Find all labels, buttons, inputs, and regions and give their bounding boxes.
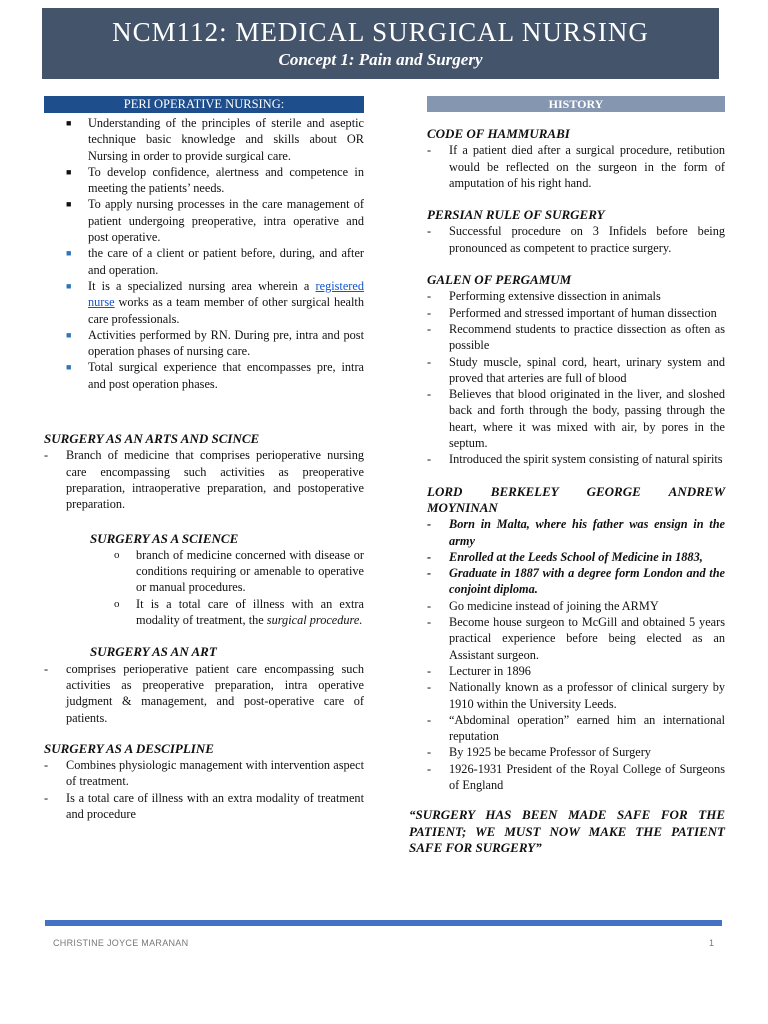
registered-nurse-link[interactable]: registered nurse xyxy=(88,278,365,310)
galen-list xyxy=(427,288,725,467)
list-item: ■ To apply nursing processes in the care management of patient undergoing preoperative, intra operative and post operative. xyxy=(66,197,364,245)
square-bullet-icon: ■ xyxy=(66,329,72,340)
science-heading: SURGERY AS A SCIENCE xyxy=(90,530,239,546)
berkeley-heading-line2: MOYNINAN xyxy=(427,499,498,515)
square-bullet-icon: ■ xyxy=(66,166,72,177)
list-item: - Lecturer in 1896 xyxy=(427,663,531,678)
list-item: o branch of medicine concerned with disease or conditions requiring or amenable to operative or manual procedures. xyxy=(114,547,364,595)
list-item: - Is a total care of illness with an extra modality of treatment and procedure xyxy=(44,790,364,821)
list-item: - Believes that blood originated in the liver, and sloshed back and forth through the body, passing through the heart, where it was mixed with air, by pores in the septum. xyxy=(427,387,725,451)
list-item: - Study muscle, spinal cord, heart, urinary system and proved that arteries are full of blood xyxy=(427,354,725,385)
footer-rule xyxy=(45,920,722,926)
list-item: - Go medicine instead of joining the ARMY xyxy=(427,598,659,613)
arts-science-list xyxy=(44,447,364,512)
list-item: - Performed and stressed important of human dissection xyxy=(427,305,717,320)
discipline-heading: SURGERY AS A DESCIPLINE xyxy=(44,740,214,756)
list-item: - Enrolled at the Leeds School of Medicine in 1883, xyxy=(427,549,703,564)
page-header xyxy=(42,8,719,79)
list-item: - Become house surgeon to McGill and obtained 5 years practical experience before being elected as an Assistant surgeon. xyxy=(427,615,725,662)
left-column xyxy=(44,96,364,822)
history-bar: HISTORY xyxy=(427,96,725,112)
right-column xyxy=(409,96,725,856)
art-list xyxy=(44,661,364,726)
list-item: - Recommend students to practice dissection as often as possible xyxy=(427,321,725,353)
list-item: - Graduate in 1887 with a degree form London and the conjoint diploma. xyxy=(427,566,725,597)
berkeley-list xyxy=(427,516,725,793)
list-item: ■ Understanding of the principles of sterile and aseptic technique basic knowledge and skills about OR Nursing in order to provide surgical care. xyxy=(66,116,364,163)
list-item: o It is a total care of illness with an extra modality of treatment, the surgical procedure. xyxy=(114,596,364,628)
list-item: - If a patient died after a surgical procedure, retibution would be reflected on the surgeon in the form of amputation of his right hand. xyxy=(427,143,725,190)
list-item: - comprises perioperative patient care encompassing such activities as preoperative preparation, intra operative judgment & management, and post-operative care of patients. xyxy=(44,661,364,725)
discipline-list xyxy=(44,757,364,822)
page-number: 1 xyxy=(709,938,715,948)
list-item: - 1926-1931 President of the Royal College of Surgeons of England xyxy=(427,761,725,792)
list-item: - Successful procedure on 3 Infidels before being pronounced as competent to practice surgery. xyxy=(427,224,725,255)
footer-author: CHRISTINE JOYCE MARANAN xyxy=(53,938,189,948)
list-item: - Nationally known as a professor of clinical surgery by 1910 within the University Leeds. xyxy=(427,680,725,711)
arts-science-heading: SURGERY AS AN ARTS AND SCINCE xyxy=(44,431,260,447)
document-subtitle: Concept 1: Pain and Surgery xyxy=(278,50,483,69)
list-item: - Combines physiologic management with intervention aspect of treatment. xyxy=(44,758,364,789)
list-item: - Performing extensive dissection in animals xyxy=(427,289,661,304)
persian-list xyxy=(427,223,725,256)
list-item: ■ To develop confidence, alertness and competence in meeting the patients’ needs. xyxy=(66,164,364,196)
circle-bullet-icon: o xyxy=(114,548,120,561)
list-item: ■ Total surgical experience that encompasses pre, intra and post operation phases. xyxy=(66,360,364,391)
list-item: ■ Activities performed by RN. During pre, intra and post operation phases of nursing care. xyxy=(66,327,364,359)
list-item: - “Abdominal operation” earned him an international reputation xyxy=(427,712,725,744)
list-item: - Born in Malta, where his father was ensign in the army xyxy=(427,517,725,548)
square-bullet-icon: ■ xyxy=(66,280,72,291)
hammurabi-heading: CODE OF HAMMURABI xyxy=(427,126,570,141)
galen-heading: GALEN OF PERGAMUM xyxy=(427,272,572,288)
peri-operative-list xyxy=(44,115,364,392)
list-item: ■ the care of a client or patient before, during, and after and operation. xyxy=(66,246,364,277)
list-item: - Branch of medicine that comprises perioperative nursing care encompassing such activities as preoperative preparation, intraoperative preparation, and postoperative preparation. xyxy=(44,448,364,512)
document-title: NCM112: MEDICAL SURGICAL NURSING xyxy=(112,17,649,47)
list-item: ■ It is a specialized nursing area wherein a registered nurse works as a team member of other surgical health care professionals. xyxy=(66,278,365,326)
list-item: - Introduced the spirit system consisting of natural spirits xyxy=(427,452,723,467)
square-bullet-icon: ■ xyxy=(66,199,72,210)
berkeley-heading-line1: LORD BERKELEY GEORGE ANDREW xyxy=(427,483,725,499)
peri-operative-bar: PERI OPERATIVE NURSING: xyxy=(44,96,364,113)
persian-heading: PERSIAN RULE OF SURGERY xyxy=(427,207,605,223)
art-heading: SURGERY AS AN ART xyxy=(90,644,217,660)
square-bullet-icon: ■ xyxy=(66,118,72,128)
square-bullet-icon: ■ xyxy=(66,248,72,259)
circle-bullet-icon: o xyxy=(114,597,120,610)
hammurabi-list xyxy=(427,142,725,191)
square-bullet-icon: ■ xyxy=(66,362,72,373)
closing-quote: “SURGERY HAS BEEN MADE SAFE FOR THE PATIENT; WE MUST NOW MAKE THE PATIENT SAFE FOR SURGERY” xyxy=(409,807,725,855)
science-list xyxy=(114,547,364,628)
list-item: - By 1925 be became Professor of Surgery xyxy=(427,745,651,760)
